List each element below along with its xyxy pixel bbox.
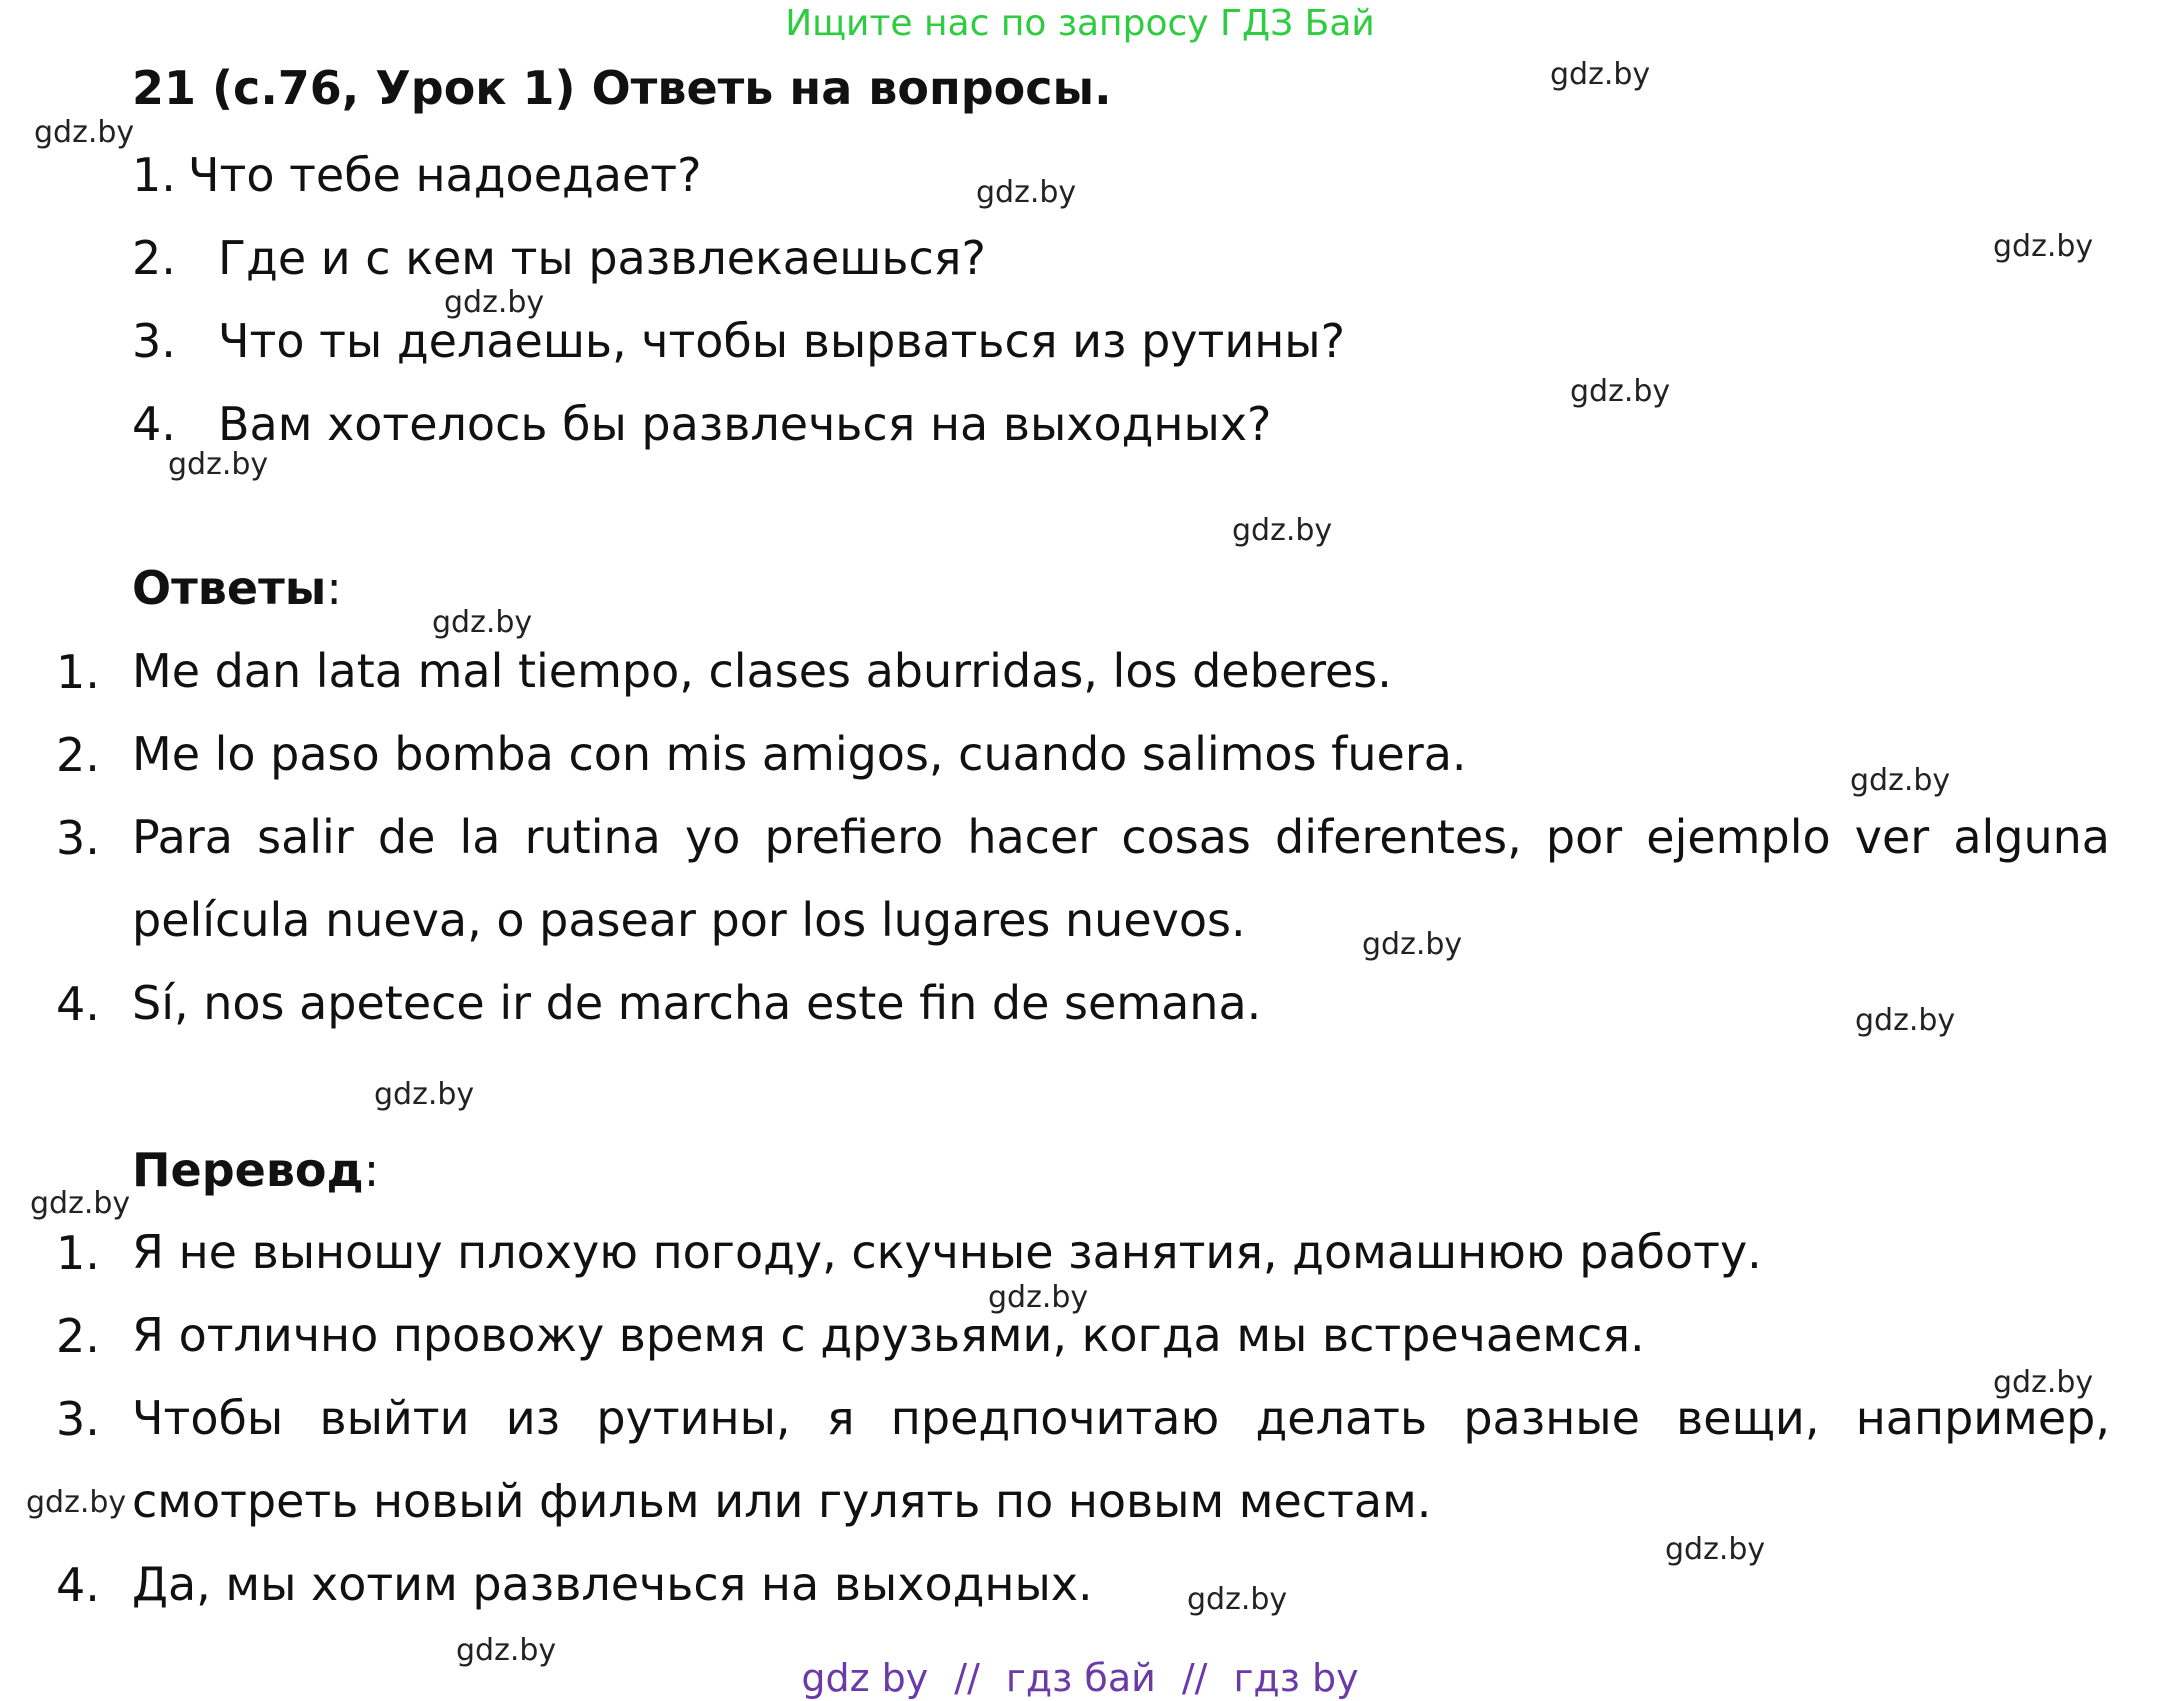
answer-number: 4. xyxy=(56,977,100,1031)
watermark-text: gdz.by xyxy=(168,447,269,482)
question-text: Вам хотелось бы развлечься на выходных? xyxy=(218,397,1272,451)
translation-number: 4. xyxy=(56,1558,100,1612)
footer-separator: // xyxy=(954,1656,980,1700)
answers-heading xyxy=(132,558,342,618)
footer-links xyxy=(0,1655,2160,1701)
translation-heading-label: Перевод xyxy=(132,1143,364,1197)
watermark-text: gdz.by xyxy=(1362,927,1463,962)
watermark-text: gdz.by xyxy=(1855,1003,1956,1038)
question-text: Что ты делаешь, чтобы вырваться из рутины? xyxy=(218,314,1346,368)
question-item xyxy=(132,228,986,288)
question-number: 1. xyxy=(132,148,176,202)
watermark-text: gdz.by xyxy=(26,1485,127,1520)
answer-text: Sí, nos apetece ir de marcha este fin de semana. xyxy=(132,976,1262,1030)
translation-number: 1. xyxy=(56,1226,100,1280)
watermark-text: gdz.by xyxy=(30,1186,131,1221)
question-item xyxy=(132,311,1345,371)
translation-number: 2. xyxy=(56,1309,100,1363)
watermark-text: gdz.by xyxy=(1232,513,1333,548)
answer-text: Me lo paso bomba con mis amigos, cuando salimos fuera. xyxy=(132,727,1467,781)
watermark-text: gdz.by xyxy=(1550,57,1651,92)
answer-number: 3. xyxy=(56,811,100,865)
question-number: 2. xyxy=(132,231,176,285)
question-text: Где и с кем ты развлекаешься? xyxy=(218,231,986,285)
footer-link-gdz-by[interactable]: gdz by xyxy=(801,1656,929,1700)
watermark-text: gdz.by xyxy=(1570,374,1671,409)
watermark-text: gdz.by xyxy=(1993,229,2094,264)
answer-text: Para salir de la rutina yo prefiero hacer cosas diferentes, por ejemplo ver alguna película nueva, o pasear por los lugares nuevos. xyxy=(132,810,2110,947)
watermark-text: gdz.by xyxy=(1187,1582,1288,1617)
translation-text: Да, мы хотим развлечься на выходных. xyxy=(132,1557,1093,1611)
answer-number: 2. xyxy=(56,728,100,782)
translation-text: Я не выношу плохую погоду, скучные занятия, домашнюю работу. xyxy=(132,1225,1762,1279)
question-text: Что тебе надоедает? xyxy=(188,148,702,202)
watermark-text: gdz.by xyxy=(34,115,135,150)
footer-separator: // xyxy=(1181,1656,1208,1700)
page-title: 21 (с.76, Урок 1) Ответь на вопросы. xyxy=(132,61,1112,115)
question-number: 3. xyxy=(132,314,176,368)
question-item xyxy=(132,145,702,205)
watermark-text: gdz.by xyxy=(432,605,533,640)
answers-heading-colon: : xyxy=(326,561,342,615)
translation-heading xyxy=(132,1140,379,1200)
question-number: 4. xyxy=(132,397,176,451)
watermark-text: gdz.by xyxy=(1993,1365,2094,1400)
watermark-text: gdz.by xyxy=(988,1280,1089,1315)
watermark-text: gdz.by xyxy=(1850,763,1951,798)
top-banner: Ищите нас по запросу ГДЗ Бай xyxy=(785,3,1375,44)
watermark-text: gdz.by xyxy=(1665,1532,1766,1567)
watermark-text: gdz.by xyxy=(444,285,545,320)
answer-text: Me dan lata mal tiempo, clases aburridas, los deberes. xyxy=(132,644,1392,698)
translation-heading-colon: : xyxy=(363,1143,380,1197)
footer-link-gdz-by-cyr[interactable]: гдз by xyxy=(1233,1656,1359,1700)
translation-text: Я отлично провожу время с друзьями, когда мы встречаемся. xyxy=(132,1308,1645,1362)
footer-link-gdz-bay[interactable]: гдз бай xyxy=(1005,1656,1156,1700)
translation-number: 3. xyxy=(56,1392,100,1446)
translation-text: Чтобы выйти из рутины, я предпочитаю делать разные вещи, например, смотреть новый фильм или гулять по новым местам. xyxy=(132,1391,2110,1528)
watermark-text: gdz.by xyxy=(374,1077,475,1112)
answer-number: 1. xyxy=(56,645,100,699)
watermark-text: gdz.by xyxy=(456,1633,557,1668)
watermark-text: gdz.by xyxy=(976,175,1077,210)
question-item xyxy=(132,394,1271,454)
answers-heading-label: Ответы xyxy=(132,561,327,615)
